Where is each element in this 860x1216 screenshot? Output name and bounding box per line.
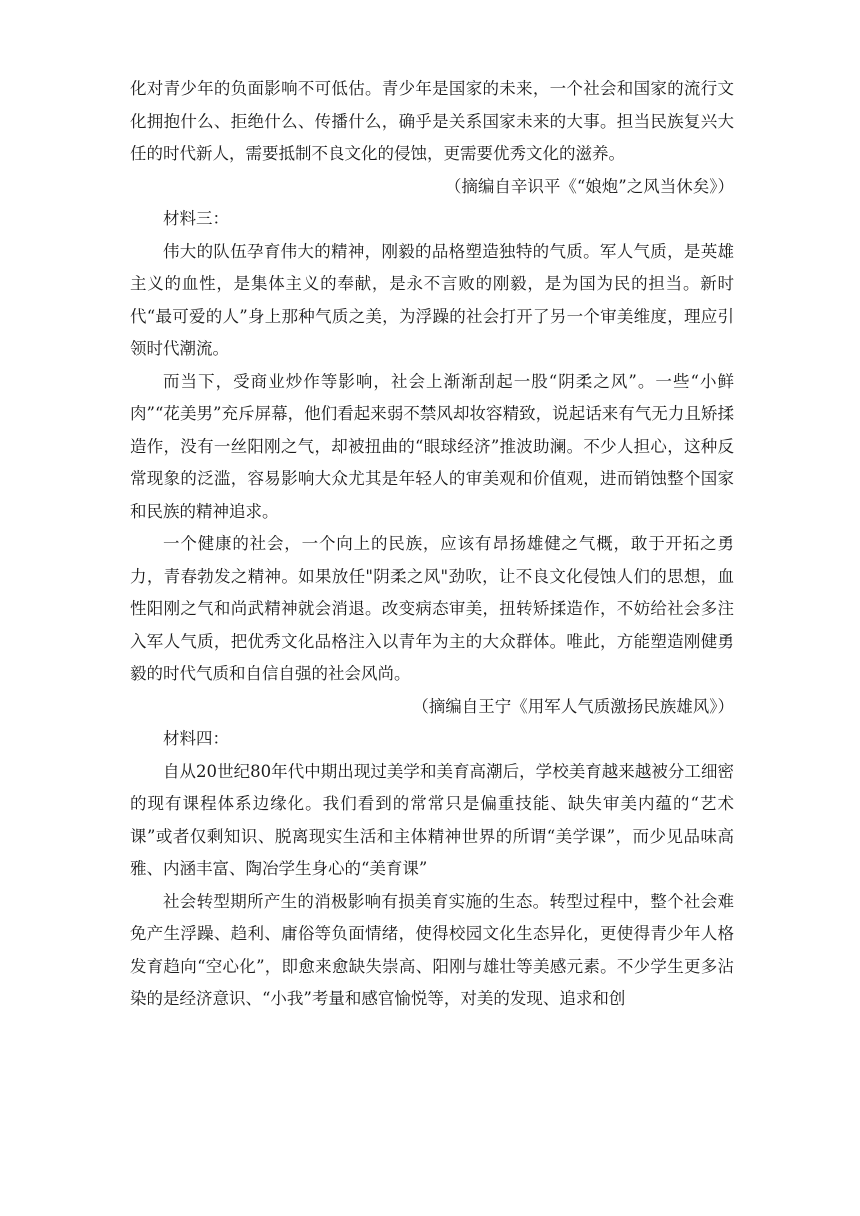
- paragraph: 一个健康的社会，一个向上的民族，应该有昂扬雄健之气概，敢于开拓之勇力，青春勃发之精神。如果放任"阴柔之风"劲吹，让不良文化侵蚀人们的思想，血性阳刚之气和尚武精神就会消退。改变病态审美，扭转矫揉造作，不妨给社会多注入军人气质，把优秀文化品格注入以青年为主的大众群体。唯此，方能塑造刚健勇毅的时代气质和自信自强的社会风尚。: [130, 534, 734, 683]
- source-citation: （摘编自王宁《用军人气质激扬民族雄风》）: [412, 696, 734, 716]
- section-heading-material-3: 材料三：: [163, 209, 229, 228]
- paragraph: 而当下，受商业炒作等影响，社会上渐渐刮起一股“阴柔之风”。一些“小鲜肉”“花美男”充斥屏幕，他们看起来弱不禁风却妆容精致，说起话来有气无力且矫揉造作，没有一丝阳刚之气，却被扭曲的“眼球经济”推波助澜。不少人担心，这种反常现象的泛滥，容易影响大众尤其是年轻人的审美观和价值观，进而销蚀整个国家和民族的精神追求。: [130, 371, 734, 521]
- source-citation: （摘编自辛识平《“娘炮”之风当休矣》）: [444, 176, 734, 196]
- paragraph-continued: 化对青少年的负面影响不可低估。青少年是国家的未来，一个社会和国家的流行文化拥抱什么、拒绝什么、传播什么，确乎是关系国家未来的大事。担当民族复兴大任的时代新人，需要抵制不良文化的侵蚀，更需要优秀文化的滋养。: [130, 79, 734, 163]
- paragraph: 伟大的队伍孕育伟大的精神，刚毅的品格塑造独特的气质。军人气质，是英雄主义的血性，是集体主义的奉献，是永不言败的刚毅，是为国为民的担当。新时代“最可爱的人”身上那种气质之美，为浮躁的社会打开了另一个审美维度，理应引领时代潮流。: [130, 241, 734, 358]
- document-body: [130, 73, 734, 1016]
- paragraph: 自从20世纪80年代中期出现过美学和美育高潮后，学校美育越来越被分工细密的现有课程体系边缘化。我们看到的常常只是偏重技能、缺失审美内蕴的“艺术课”或者仅剩知识、脱离现实生活和主体精神世界的所谓“美学课”，而少见品味高雅、内涵丰富、陶冶学生身心的“美育课”: [130, 761, 734, 878]
- paragraph: 社会转型期所产生的消极影响有损美育实施的生态。转型过程中，整个社会难免产生浮躁、趋利、庸俗等负面情绪，使得校园文化生态异化，更使得青少年人格发育趋向“空心化”，即愈来愈缺失崇高、阳刚与雄壮等美感元素。不少学生更多沾染的是经济意识、“小我”考量和感官愉悦等，对美的发现、追求和创: [130, 891, 734, 1008]
- section-heading-material-4: 材料四：: [163, 729, 229, 748]
